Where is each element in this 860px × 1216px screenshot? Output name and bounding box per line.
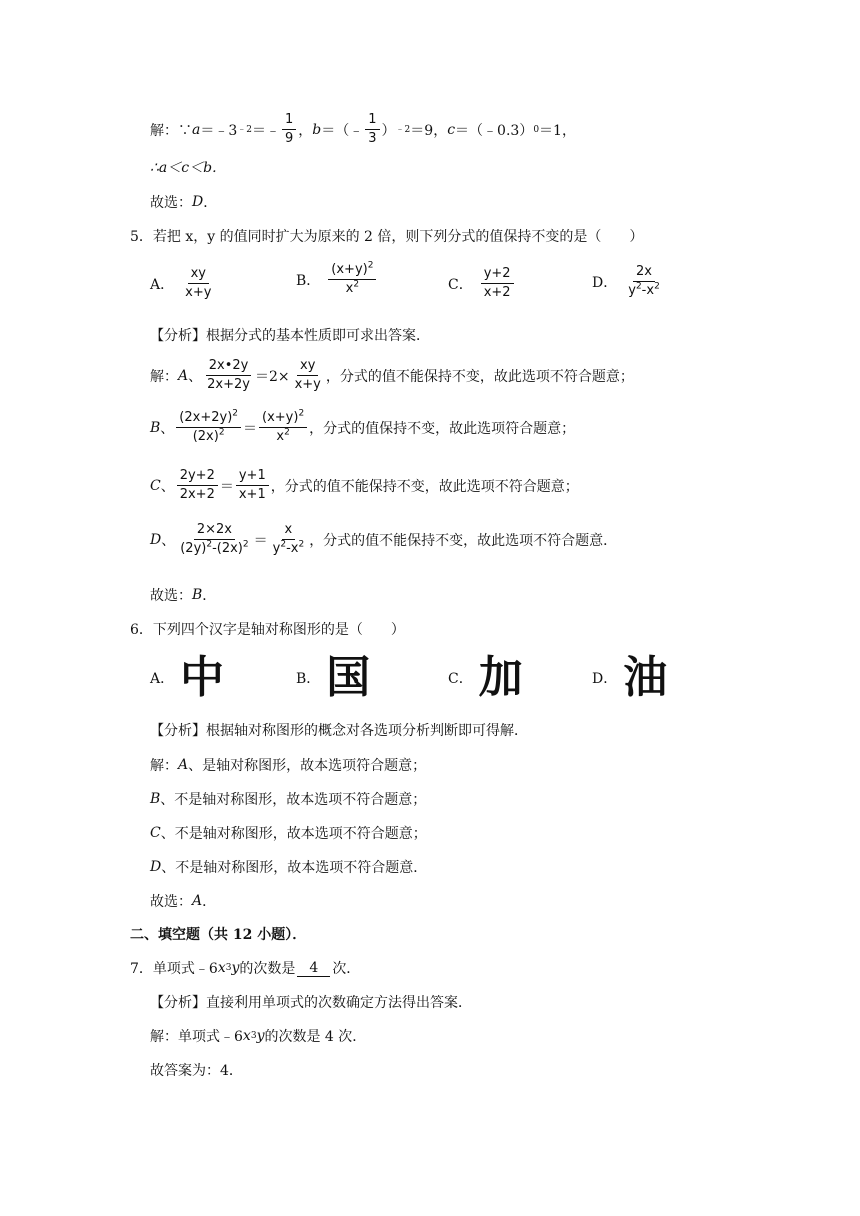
hanzi-zhong: 中 — [180, 652, 225, 703]
var-a: a — [192, 121, 201, 138]
q5-solution-d: D 、 $\frac{2\times 2x}{(2y)^2-(2x)^2}$ ＝ $\frac{x}{y^2-x^2}$ ，分式的值不能保持不变，故此选项不符合题意． — [150, 522, 618, 556]
q6-solution-c: C 、不是轴对称图形，故本选项不符合题意； — [150, 825, 427, 842]
var-c: c — [447, 121, 456, 138]
q5-analysis: 【分析】根据分式的基本性质即可求出答案． — [150, 328, 430, 344]
b-fraction: $\frac{1}{3}$ — [365, 112, 379, 147]
q5-solution-b: B 、 $\frac{(2x+2y)^2}{(2x)^2}$ ＝ $\frac{(x+y)^2}{x^2}$ ，分式的值保持不变，故此选项符合题意； — [150, 408, 576, 444]
q5-option-b: B． $\frac{(x+y)^2}{x^2}$ — [296, 262, 378, 297]
q6-option-c: C． 加 — [448, 652, 523, 703]
a-expr-2: ＝﹣ — [252, 122, 281, 139]
q7-stem: 7．单项式﹣6 x 3 y 的次数是 4 次． — [130, 959, 361, 977]
q5-answer: 故选： B ． — [150, 587, 217, 604]
hanzi-you: 油 — [623, 652, 668, 703]
q6-stem: 6．下列四个汉字是轴对称图形的是（ ） — [130, 622, 405, 638]
q4-answer: 故选： D ． — [150, 194, 218, 211]
q4-solution-line: 解：∵ a ＝﹣3 ﹣2 ＝﹣ $\frac{1}{9}$ ， b ＝（﹣ $\frac{1}{3}$ ） ﹣2 ＝9， c ＝（﹣0.3） 0 ＝1， — [150, 112, 576, 146]
hanzi-jia: 加 — [478, 652, 523, 703]
section-title: 二、填空题（共 12 小题）． — [130, 927, 307, 943]
q6-option-d: D． 油 — [592, 652, 668, 703]
q7-solution: 解：单项式﹣6 x 3 y 的次数是 4 次． — [150, 1028, 367, 1045]
var-b: b — [312, 121, 322, 138]
q5-stem: 5．若把 x，y 的值同时扩大为原来的 2 倍，则下列分式的值保持不变的是（ ） — [130, 229, 644, 245]
q5-solution-c: C 、 $\frac{2y+2}{2x+2}$ ＝ $\frac{y+1}{x+1}$ ，分式的值不能保持不变，故此选项不符合题意； — [150, 468, 579, 502]
q6-option-a: A． 中 — [150, 652, 225, 703]
q5-option-c: C． $\frac{y+2}{x+2}$ — [448, 266, 516, 301]
q5-solution-a: 解： A 、 $\frac{2x•2y}{2x+2y}$ ＝2× $\frac{xy}{x+y}$ ，分式的值不能保持不变，故此选项不符合题意； — [150, 358, 634, 392]
answer-blank: 4 — [297, 960, 330, 977]
q6-answer: 故选： A ． — [150, 893, 217, 910]
a-fraction: $\frac{1}{9}$ — [282, 112, 296, 147]
q5-option-a: A． $\frac{xy}{x+y}$ — [150, 266, 212, 300]
q5-option-d: D． $\frac{2x}{y^2-x^2}$ — [592, 264, 660, 298]
q4-conclusion: ∴a＜c＜b． — [150, 160, 227, 176]
q6-solution-b: B 、不是轴对称图形，故本选项不符合题意； — [150, 791, 427, 808]
solution-prefix: 解：∵ — [150, 122, 192, 139]
q6-analysis: 【分析】根据轴对称图形的概念对各选项分析判断即可得解． — [150, 723, 528, 739]
q6-solution-a: 解： A 、是轴对称图形，故本选项符合题意； — [150, 757, 427, 774]
q7-final-answer: 故答案为：4． — [150, 1063, 243, 1079]
q6-option-b: B． 国 — [296, 652, 371, 703]
hanzi-guo: 国 — [326, 652, 371, 703]
q6-solution-d: D 、不是轴对称图形，故本选项不符合题意． — [150, 859, 428, 876]
a-expr: ＝﹣3 — [200, 122, 238, 139]
q7-analysis: 【分析】直接利用单项式的次数确定方法得出答案． — [150, 995, 472, 1011]
